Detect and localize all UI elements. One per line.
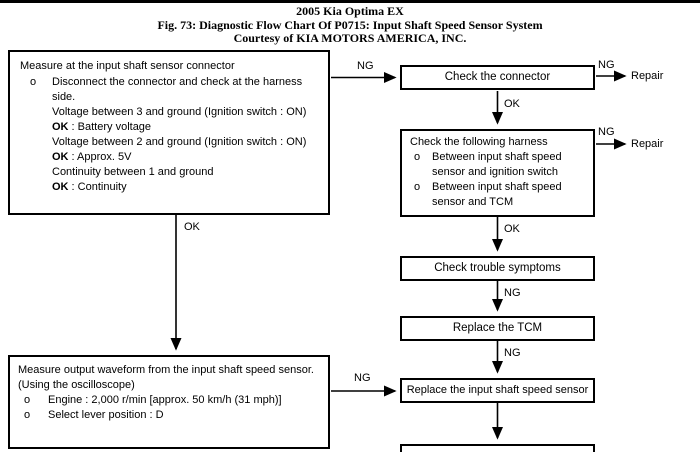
line-text: : Continuity [68, 181, 127, 193]
box-line [24, 393, 324, 408]
line-text: Between input shaft speed sensor and ignition switch [432, 151, 562, 178]
bullet: o [414, 181, 421, 193]
box-line [52, 105, 322, 120]
line-text: Voltage between 2 and ground (Ignition switch : ON) [52, 136, 307, 148]
bullet: o [24, 409, 31, 421]
box-line [52, 180, 322, 195]
bullet: o [30, 76, 37, 88]
line-text: Voltage between 3 and ground (Ignition switch : ON) [52, 106, 307, 118]
box-title: Replace the input shaft speed sensor [406, 384, 589, 396]
line-text: : Battery voltage [68, 121, 152, 133]
measure-connector-box [8, 50, 330, 215]
ng-label: NG [357, 60, 374, 72]
ok-label: OK [184, 221, 200, 233]
waveform-box [8, 355, 330, 449]
bullet: o [24, 394, 31, 406]
line-text: Engine : 2,000 r/min [approx. 50 km/h (31 mph)] [48, 394, 282, 406]
box-line: (Using the oscilloscope) [18, 379, 135, 391]
ok-prefix: OK [52, 121, 69, 133]
line-text: Between input shaft speed sensor and TCM [432, 181, 562, 208]
ok-prefix: OK [52, 181, 69, 193]
harness-box [400, 129, 595, 217]
ng-label: NG [504, 347, 521, 359]
symptoms-box [400, 256, 595, 281]
repair-label: Repair [631, 138, 664, 150]
courtesy-line: Courtesy of KIA MOTORS AMERICA, INC. [233, 31, 467, 45]
box-line [52, 120, 322, 135]
partial-box [400, 444, 595, 452]
line-text: Continuity between 1 and ground [52, 166, 214, 178]
replace-sensor-box [400, 378, 595, 403]
figure-caption: Fig. 73: Diagnostic Flow Chart Of P0715: Input Shaft Speed Sensor System [157, 17, 543, 32]
line-text: Disconnect the connector and check at the harness side. [52, 76, 303, 103]
box-title: Check trouble symptoms [434, 262, 561, 274]
bullet: o [414, 151, 421, 163]
ng-label: NG [354, 372, 371, 384]
replace-tcm-box [400, 316, 595, 341]
repair-label: Repair [631, 70, 664, 82]
ng-label: NG [598, 126, 615, 138]
box-line [414, 150, 591, 180]
check-connector-box [400, 65, 595, 90]
box-line [24, 408, 324, 423]
box-line [52, 150, 322, 165]
box-line [52, 165, 322, 180]
box-title: Measure at the input shaft sensor connector [20, 60, 235, 72]
ok-label: OK [504, 98, 520, 110]
doc-title: 2005 Kia Optima EX [296, 4, 404, 18]
box-line [414, 180, 591, 210]
box-line [52, 135, 322, 150]
box-title: Replace the TCM [452, 322, 543, 334]
line-text: : Approx. 5V [68, 151, 132, 163]
ng-label: NG [598, 59, 615, 71]
box-line [30, 75, 322, 105]
page-header [0, 5, 700, 46]
box-title: Check the connector [444, 71, 551, 83]
line-text: Select lever position : D [48, 409, 164, 421]
ng-label: NG [504, 287, 521, 299]
box-line: Measure output waveform from the input shaft speed sensor. [18, 364, 314, 376]
box-title: Check the following harness [410, 136, 548, 148]
ok-prefix: OK [52, 151, 69, 163]
ok-label: OK [504, 223, 520, 235]
